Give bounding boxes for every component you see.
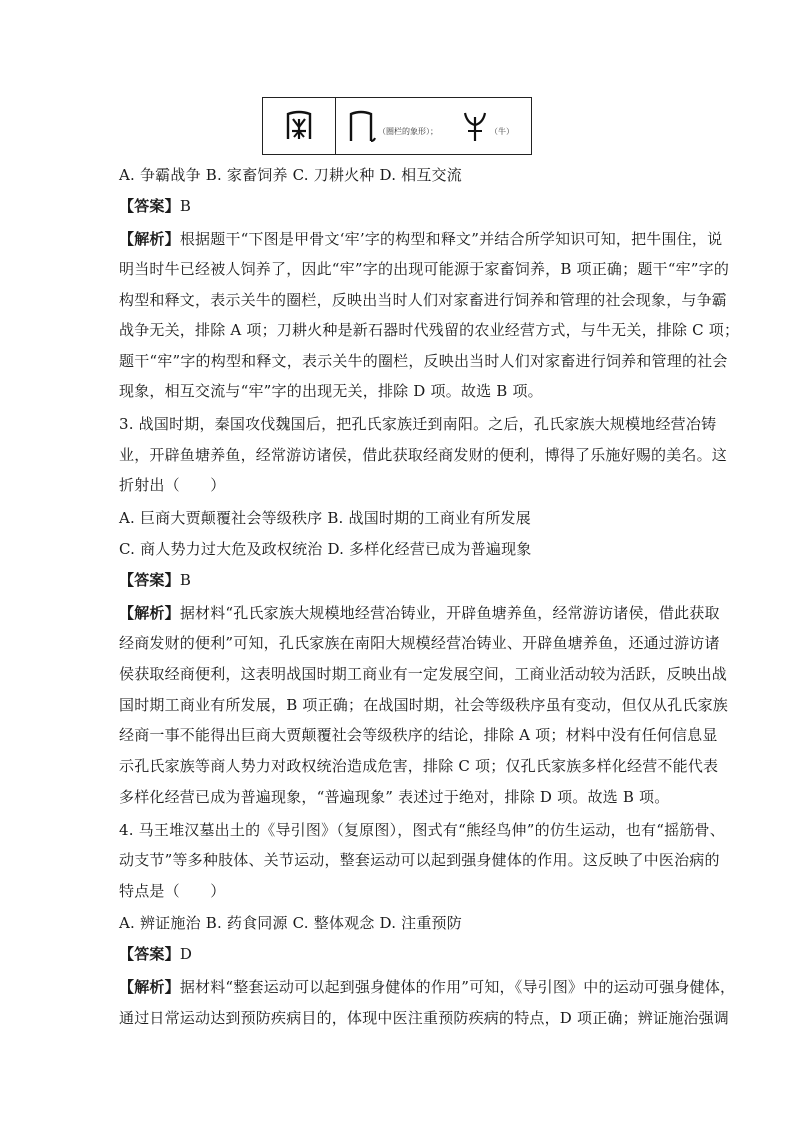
q4-stem: 4. 马王堆汉墓出土的《导引图》（复原图），图式有“熊经鸟伸”的仿生运动，也有“摇筋骨、 bbox=[119, 821, 725, 839]
q4-analysis-text: 据材料“整套运动可以起到强身健体的作用”可知，《导引图》中的运动可强身健体， bbox=[179, 978, 736, 996]
ox-glyph-icon bbox=[462, 109, 488, 143]
q3-analysis-line: 经商一事不能得出巨商大贾颠覆社会等级秩序的结论，排除 A 项；材料中没有任何信息显 bbox=[119, 726, 718, 744]
q3-analysis-line: 侯获取经商便利，这表明战国时期工商业有一定发展空间，工商业活动较为活跃，反映出战 bbox=[119, 665, 728, 683]
q3-stem: 3. 战国时期，秦国攻伐魏国后，把孔氏家族迁到南阳。之后，孔氏家族大规模地经营冶铸 bbox=[119, 415, 717, 433]
q3-analysis-text: 据材料“孔氏家族大规模地经营冶铸业，开辟鱼塘养鱼，经常游访诸侯，借此获取 bbox=[179, 604, 720, 622]
q2-answer-label: 【答案】 bbox=[119, 197, 180, 215]
ox-glyph-note: （牛） bbox=[490, 126, 514, 136]
q2-options: A. 争霸战争 B. 家畜饲养 C. 刀耕火种 D. 相互交流 bbox=[119, 166, 462, 184]
oracle-glyph-explanation bbox=[336, 98, 531, 154]
q2-answer bbox=[119, 196, 679, 216]
q4-analysis-line: 通过日常运动达到预防疾病目的，体现中医注重预防疾病的特点，D 项正确；辨证施治强调 bbox=[119, 1009, 729, 1027]
q4-answer-value: D bbox=[179, 945, 193, 963]
q2-analysis-text: 根据题干“下图是甲骨文‘牢’字的构型和释文”并结合所学知识可知，把牛围住，说 bbox=[179, 230, 723, 248]
q3-answer bbox=[119, 570, 679, 590]
pen-glyph-note: （圈栏的象形）； bbox=[378, 126, 438, 136]
q2-analysis-line: 现象，相互交流与“牢”字的出现无关，排除 D 项。故选 B 项。 bbox=[119, 382, 543, 400]
q4-analysis-line bbox=[119, 977, 736, 997]
q2-analysis-line: 战争无关，排除 A 项；刀耕火种是新石器时代残留的农业经营方式，与牛无关，排除 C 项； bbox=[119, 321, 740, 339]
q3-analysis-line: 示孔氏家族等商人势力对政权统治造成危害，排除 C 项；仅孔氏家族多样化经营不能代表 bbox=[119, 757, 719, 775]
q4-answer bbox=[119, 944, 679, 964]
q4-analysis-label: 【解析】 bbox=[119, 978, 180, 996]
q4-options: A. 辨证施治 B. 药食同源 C. 整体观念 D. 注重预防 bbox=[119, 914, 462, 932]
lao-glyph-icon bbox=[282, 109, 316, 143]
q3-options-row2: C. 商人势力过大危及政权统治 D. 多样化经营已成为普遍现象 bbox=[119, 540, 532, 558]
pen-glyph-icon bbox=[346, 108, 376, 144]
q3-stem: 业，开辟鱼塘养鱼，经常游访诸侯，借此获取经商发财的便利，博得了乐施好赐的美名。这 bbox=[119, 446, 728, 464]
q2-analysis-line: 题干“牢”字的构型和释文，表示关牛的圈栏，反映出当时人们对家畜进行饲养和管理的社会 bbox=[119, 352, 728, 370]
q2-analysis-line bbox=[119, 229, 723, 249]
q4-answer-label: 【答案】 bbox=[119, 945, 180, 963]
q3-analysis-line bbox=[119, 603, 720, 623]
q3-analysis-line: 经商发财的便利”可知，孔氏家族在南阳大规模经营冶铸业、开辟鱼塘养鱼，还通过游访诸 bbox=[119, 634, 720, 652]
oracle-bone-figure bbox=[262, 97, 532, 155]
q3-analysis-label: 【解析】 bbox=[119, 604, 180, 622]
q3-analysis-line: 国时期工商业有所发展，B 项正确；在战国时期，社会等级秩序虽有变动，但仅从孔氏家族 bbox=[119, 696, 728, 714]
q4-stem: 动支节”等多种肢体、关节运动，整套运动可以起到强身健体的作用。这反映了中医治病的 bbox=[119, 851, 720, 869]
q3-answer-value: B bbox=[179, 571, 192, 589]
q3-options-row1: A. 巨商大贾颠覆社会等级秩序 B. 战国时期的工商业有所发展 bbox=[119, 509, 531, 527]
q2-analysis-label: 【解析】 bbox=[119, 230, 180, 248]
q3-answer-label: 【答案】 bbox=[119, 571, 180, 589]
q4-stem: 特点是（ ） bbox=[119, 882, 226, 900]
q3-stem: 折射出（ ） bbox=[119, 476, 226, 494]
q2-answer-value: B bbox=[179, 197, 192, 215]
q2-analysis-line: 明当时牛已经被人饲养了，因此“牢”字的出现可能源于家畜饲养，B 项正确；题干“牢”字的 bbox=[119, 260, 730, 278]
oracle-glyph-lao bbox=[263, 98, 336, 154]
q3-analysis-line: 多样化经营已成为普遍现象，“普遍现象” 表述过于绝对，排除 D 项。故选 B 项。 bbox=[119, 788, 670, 806]
q2-analysis-line: 构型和释文，表示关牛的圈栏，反映出当时人们对家畜进行饲养和管理的社会现象，与争霸 bbox=[119, 291, 728, 309]
